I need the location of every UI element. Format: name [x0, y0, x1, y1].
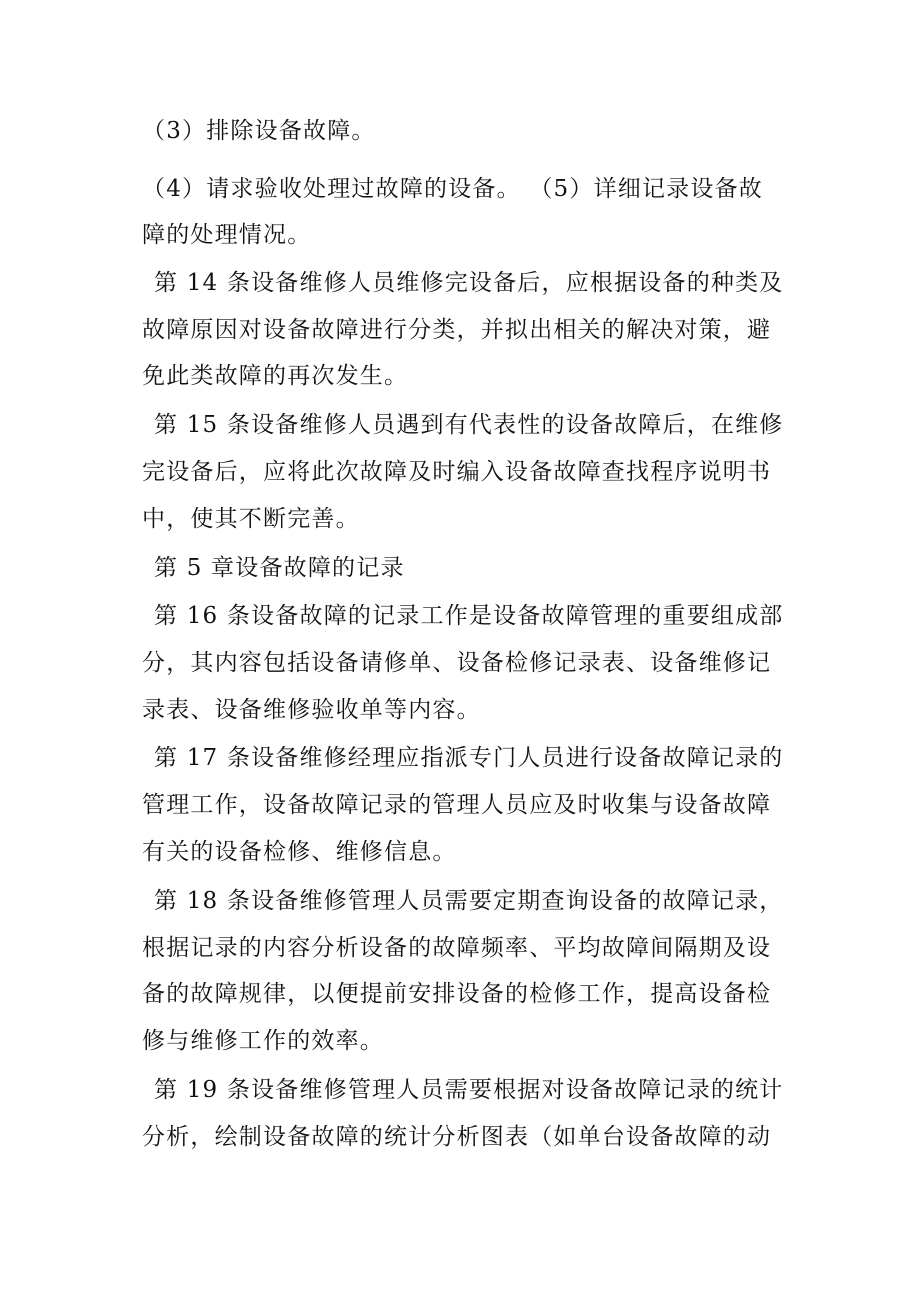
text-line-17: 第 18 条设备维修管理人员需要定期查询设备的故障记录， [154, 888, 784, 914]
text-line-21: 第 19 条设备维修管理人员需要根据对设备故障记录的统计 [154, 1077, 784, 1103]
text-line-11: 第 16 条设备故障的记录工作是设备故障管理的重要组成部 [154, 603, 784, 629]
text-line-5: 故障原因对设备故障进行分类，并拟出相关的解决对策，避 [142, 317, 772, 343]
text-line-1: （3）排除设备故障。 [142, 118, 376, 144]
text-line-6: 免此类故障的再次发生。 [142, 363, 409, 389]
text-line-20: 修与维修工作的效率。 [142, 1028, 384, 1054]
text-line-16: 有关的设备检修、维修信息。 [142, 839, 457, 865]
text-line-3: 障的处理情况。 [142, 222, 312, 248]
text-line-14: 第 17 条设备维修经理应指派专门人员进行设备故障记录的 [154, 745, 784, 771]
text-line-4: 第 14 条设备维修人员维修完设备后，应根据设备的种类及 [154, 270, 784, 296]
text-line-19: 备的故障规律，以便提前安排设备的检修工作，提高设备检 [142, 981, 772, 1007]
section-heading: 第 5 章设备故障的记录 [154, 555, 405, 581]
text-line-13: 录表、设备维修验收单等内容。 [142, 697, 481, 723]
text-line-2: （4）请求验收处理过故障的设备。 （5）详细记录设备故 [142, 176, 763, 202]
text-line-12: 分，其内容包括设备请修单、设备检修记录表、设备维修记 [142, 650, 772, 676]
text-line-15: 管理工作，设备故障记录的管理人员应及时收集与设备故障 [142, 792, 772, 818]
text-line-18: 根据记录的内容分析设备的故障频率、平均故障间隔期及设 [142, 935, 772, 961]
text-line-7: 第 15 条设备维修人员遇到有代表性的设备故障后，在维修 [154, 412, 784, 438]
text-line-9: 中，使其不断完善。 [142, 506, 360, 532]
text-line-8: 完设备后，应将此次故障及时编入设备故障查找程序说明书 [142, 459, 772, 485]
text-line-22: 分析，绘制设备故障的统计分析图表（如单台设备故障的动 [142, 1124, 772, 1150]
